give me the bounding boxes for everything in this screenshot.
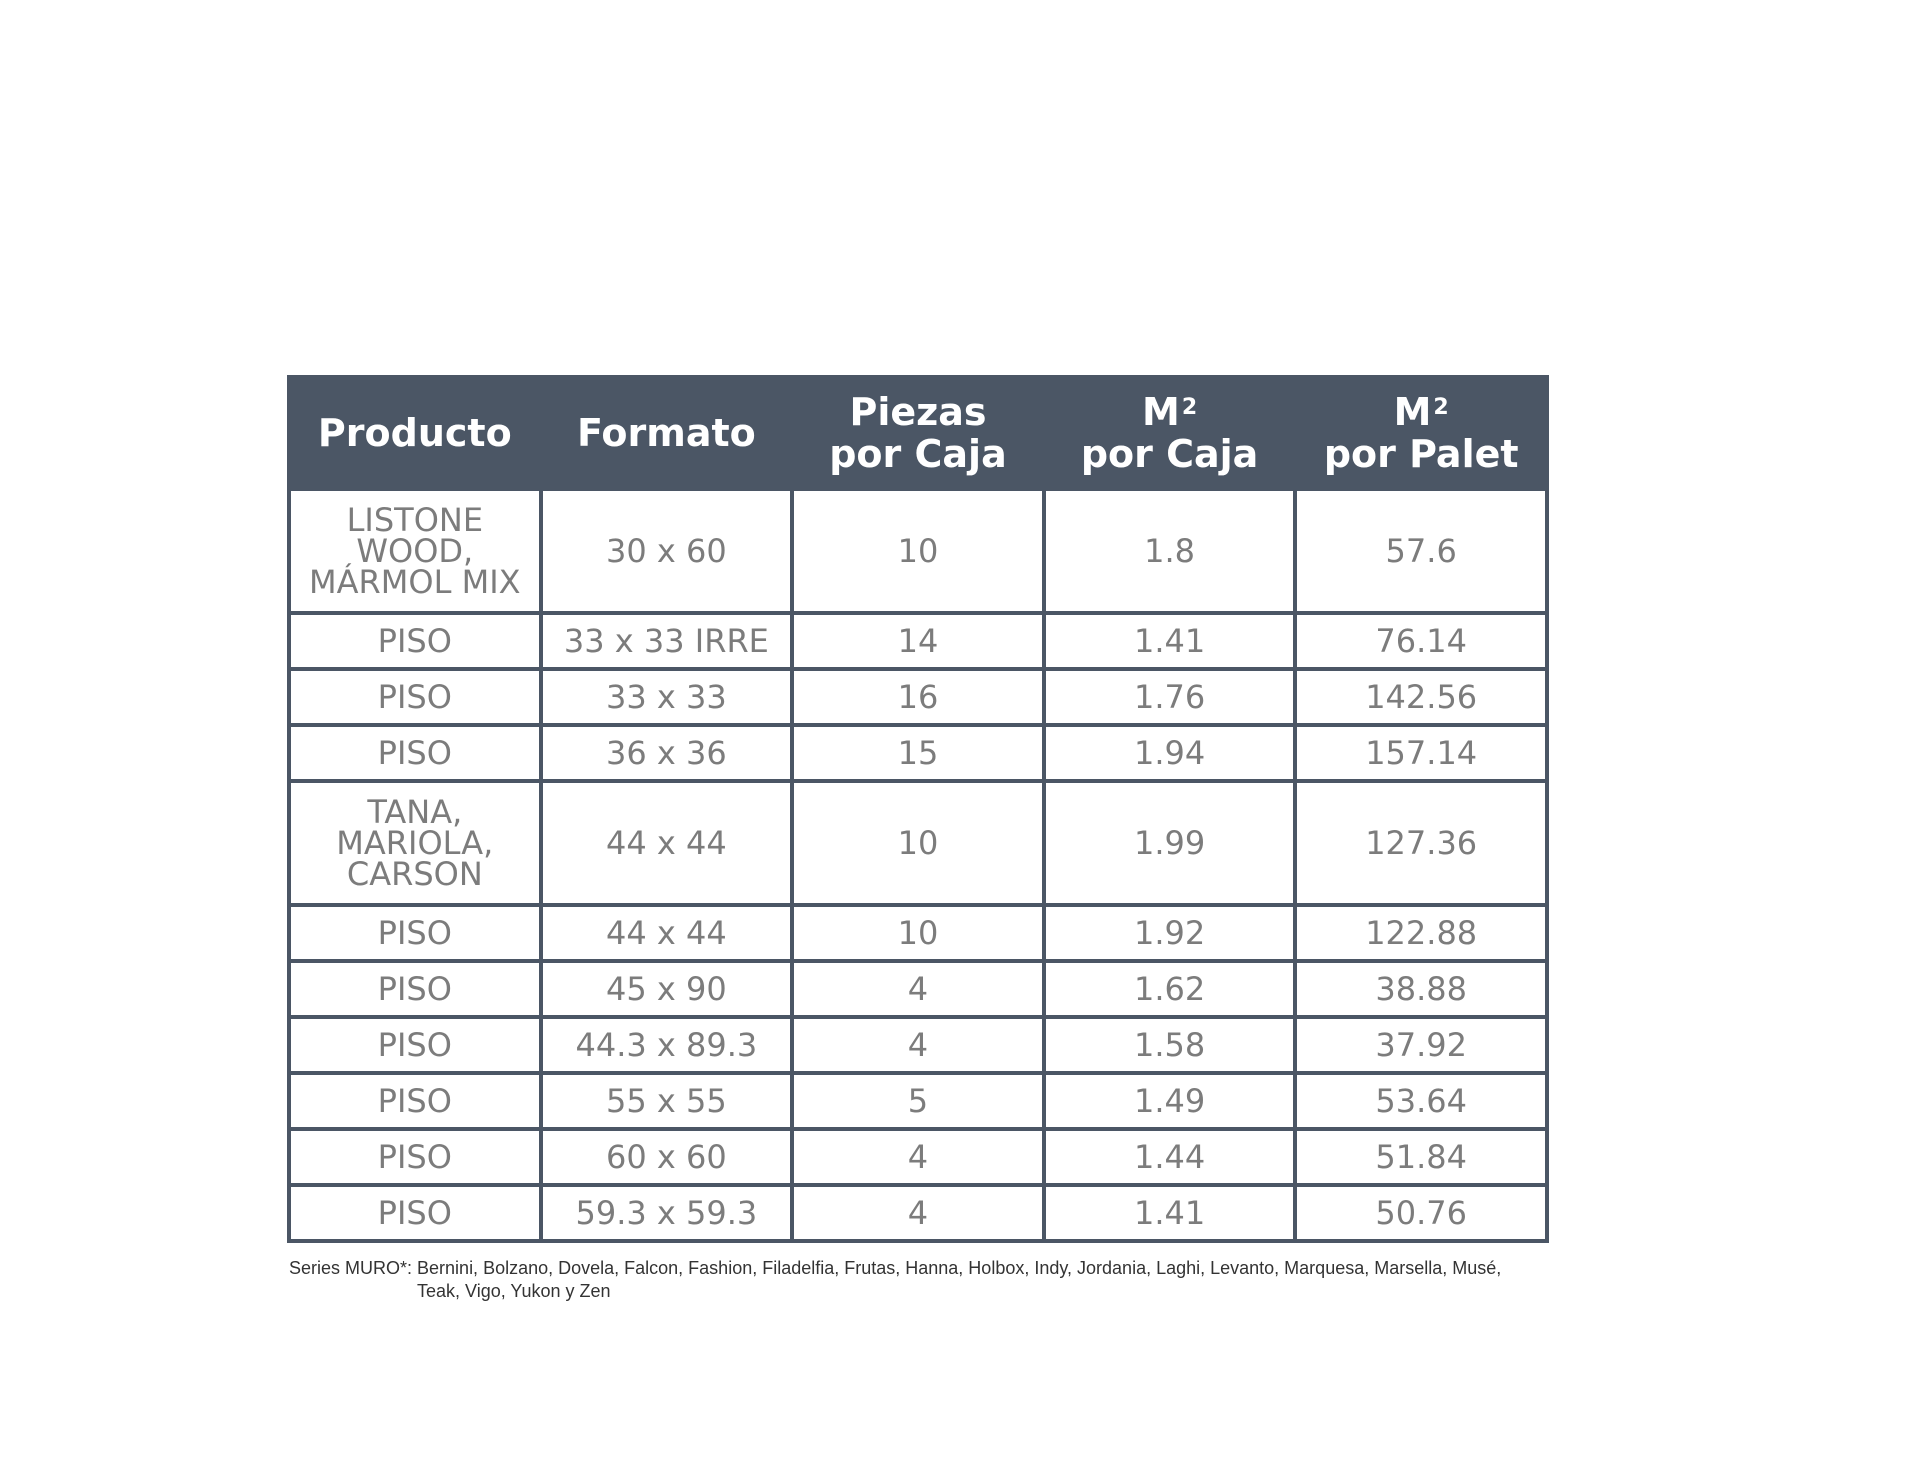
cell-formato: 45 x 90	[541, 961, 793, 1017]
cell-m2-por-caja: 1.99	[1044, 781, 1296, 905]
header-row	[289, 377, 1547, 489]
cell-m2-por-caja: 1.44	[1044, 1129, 1296, 1185]
header-line: Producto	[317, 411, 512, 455]
table-row	[289, 781, 1547, 905]
header-formato	[541, 377, 793, 489]
cell-producto	[289, 781, 541, 905]
cell-producto	[289, 669, 541, 725]
product-name-line: PISO	[377, 621, 452, 660]
table-row	[289, 613, 1547, 669]
cell-m2-por-palet: 37.92	[1295, 1017, 1547, 1073]
cell-piezas-por-caja: 4	[792, 1129, 1044, 1185]
header-m2-por-palet	[1295, 377, 1547, 489]
cell-piezas-por-caja: 10	[792, 489, 1044, 613]
cell-piezas-por-caja: 5	[792, 1073, 1044, 1129]
header-piezas-por-caja	[792, 377, 1044, 489]
footnote-label: Series MURO*:	[289, 1258, 413, 1278]
cell-formato: 33 x 33 IRRE	[541, 613, 793, 669]
product-name-line: PISO	[377, 969, 452, 1008]
table-row	[289, 1017, 1547, 1073]
cell-m2-por-palet: 50.76	[1295, 1185, 1547, 1241]
header-superscript: 2	[1181, 395, 1198, 420]
product-name-line: PISO	[377, 1137, 452, 1176]
cell-formato: 30 x 60	[541, 489, 793, 613]
cell-m2-por-caja: 1.8	[1044, 489, 1296, 613]
product-name-line: CARSON	[346, 854, 483, 893]
table-row	[289, 905, 1547, 961]
cell-m2-por-caja: 1.49	[1044, 1073, 1296, 1129]
table-body	[289, 489, 1547, 1241]
header-line: por Caja	[1080, 432, 1259, 476]
cell-producto	[289, 725, 541, 781]
header-line	[1303, 391, 1539, 433]
cell-m2-por-palet: 53.64	[1295, 1073, 1547, 1129]
product-name-line: PISO	[377, 913, 452, 952]
cell-formato: 44 x 44	[541, 781, 793, 905]
cell-piezas-por-caja: 4	[792, 1185, 1044, 1241]
cell-m2-por-palet: 157.14	[1295, 725, 1547, 781]
cell-producto	[289, 961, 541, 1017]
cell-m2-por-palet: 142.56	[1295, 669, 1547, 725]
cell-producto	[289, 489, 541, 613]
table-row	[289, 1185, 1547, 1241]
cell-piezas-por-caja: 16	[792, 669, 1044, 725]
header-producto	[289, 377, 541, 489]
cell-m2-por-caja: 1.58	[1044, 1017, 1296, 1073]
product-name-line: PISO	[377, 1081, 452, 1120]
cell-m2-por-palet: 38.88	[1295, 961, 1547, 1017]
table-row	[289, 669, 1547, 725]
header-line: por Caja	[829, 432, 1007, 476]
header-superscript: 2	[1433, 395, 1449, 420]
cell-producto	[289, 905, 541, 961]
header-line: Piezas	[849, 390, 987, 434]
cell-m2-por-palet: 122.88	[1295, 905, 1547, 961]
cell-piezas-por-caja: 14	[792, 613, 1044, 669]
cell-formato: 36 x 36	[541, 725, 793, 781]
cell-producto	[289, 1185, 541, 1241]
cell-m2-por-palet: 57.6	[1295, 489, 1547, 613]
cell-producto	[289, 613, 541, 669]
cell-piezas-por-caja: 4	[792, 961, 1044, 1017]
header-unit: M	[1142, 390, 1180, 434]
product-spec-sheet	[287, 375, 1545, 1303]
table-row	[289, 1129, 1547, 1185]
cell-piezas-por-caja: 4	[792, 1017, 1044, 1073]
cell-piezas-por-caja: 15	[792, 725, 1044, 781]
header-line: Formato	[577, 411, 756, 455]
cell-formato: 60 x 60	[541, 1129, 793, 1185]
product-name-line: TANA,	[367, 792, 463, 831]
cell-formato: 55 x 55	[541, 1073, 793, 1129]
cell-m2-por-caja: 1.92	[1044, 905, 1296, 961]
header-line	[1052, 391, 1288, 433]
product-name-line: PISO	[377, 1193, 452, 1232]
header-line: por Palet	[1323, 432, 1519, 476]
header-unit: M	[1393, 390, 1432, 434]
cell-m2-por-caja: 1.94	[1044, 725, 1296, 781]
product-name-line: MARIOLA,	[336, 823, 494, 862]
cell-piezas-por-caja: 10	[792, 781, 1044, 905]
spec-table	[287, 375, 1549, 1243]
cell-m2-por-caja: 1.41	[1044, 613, 1296, 669]
product-name-line: PISO	[377, 677, 452, 716]
footnote-text: Bernini, Bolzano, Dovela, Falcon, Fashion, Filadelfia, Frutas, Hanna, Holbox, Indy, Jordania, Laghi, Levanto, Marquesa, Marsella, Musé, Teak, Vigo, Yukon y Zen	[417, 1258, 1502, 1301]
header-m2-por-caja	[1044, 377, 1296, 489]
product-name-line: MÁRMOL MIX	[309, 562, 521, 601]
cell-m2-por-palet: 127.36	[1295, 781, 1547, 905]
table-row	[289, 961, 1547, 1017]
cell-m2-por-palet: 76.14	[1295, 613, 1547, 669]
cell-formato: 44 x 44	[541, 905, 793, 961]
table-row	[289, 725, 1547, 781]
series-footnote	[289, 1257, 1545, 1303]
cell-m2-por-caja: 1.62	[1044, 961, 1296, 1017]
cell-formato: 59.3 x 59.3	[541, 1185, 793, 1241]
cell-producto	[289, 1017, 541, 1073]
cell-m2-por-palet: 51.84	[1295, 1129, 1547, 1185]
cell-piezas-por-caja: 10	[792, 905, 1044, 961]
cell-producto	[289, 1073, 541, 1129]
product-name-line: PISO	[377, 733, 452, 772]
cell-formato: 33 x 33	[541, 669, 793, 725]
cell-m2-por-caja: 1.41	[1044, 1185, 1296, 1241]
product-name-line: WOOD,	[356, 531, 474, 570]
cell-formato: 44.3 x 89.3	[541, 1017, 793, 1073]
product-name-line: LISTONE	[346, 500, 484, 539]
cell-m2-por-caja: 1.76	[1044, 669, 1296, 725]
table-row	[289, 489, 1547, 613]
table-row	[289, 1073, 1547, 1129]
product-name-line: PISO	[377, 1025, 452, 1064]
cell-producto	[289, 1129, 541, 1185]
